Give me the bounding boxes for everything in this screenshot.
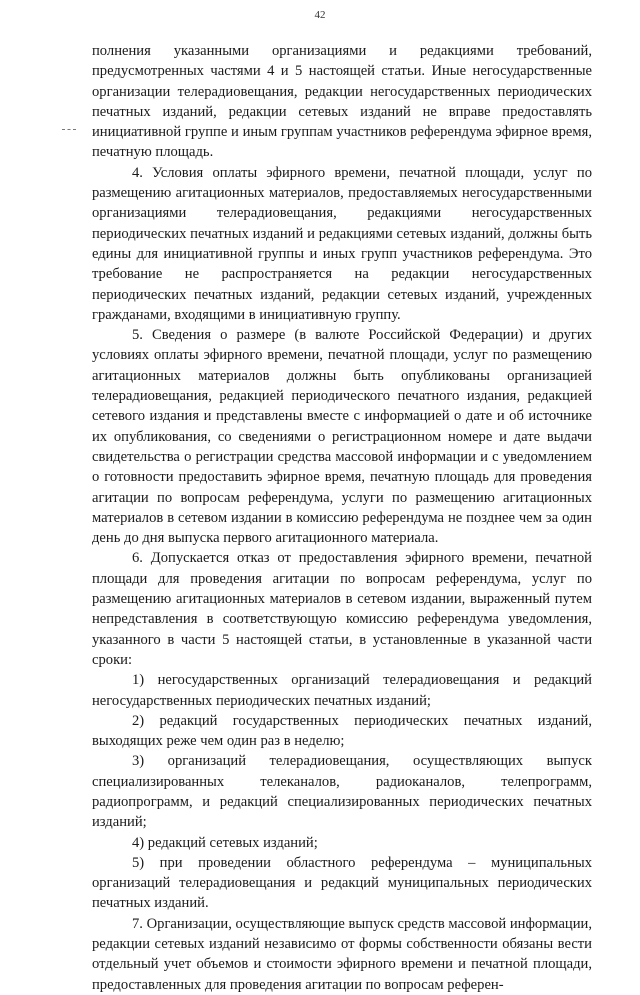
paragraph: 4) редакций сетевых изданий; <box>132 834 318 851</box>
paragraph: 5) при проведении областного референдума – муниципальных организаций телерадиовещания и редакций муниципальных периодических печатных изданий. <box>92 854 592 912</box>
paragraph: 6. Допускается отказ от предоставления эфирного времени, печатной площади для проведения агитации по вопросам референдума, услуг по размещению агитационных материалов в сетевом издании, выраженный путем непредставления в соответствующую комиссию референдума уведомления, указанного в части 5 настоящей статьи, в установленные в указанной части сроки: <box>92 550 592 668</box>
paragraph: 1) негосударственных организаций телерадиовещания и редакций негосударственных периодических печатных изданий; <box>92 672 592 709</box>
document-body <box>92 41 592 995</box>
paragraph: 2) редакций государственных периодических печатных изданий, выходящих реже чем один раз в неделю; <box>92 712 592 750</box>
page-number: 42 <box>314 9 326 21</box>
margin-mark <box>62 129 76 130</box>
paragraph: 3) организаций телерадиовещания, осуществляющих выпуск специализированных телеканалов, радиоканалов, телепрограмм, радиопрограмм, и редакций специализированных периодических печатных изданий; <box>92 753 592 831</box>
paragraph: 4. Условия оплаты эфирного времени, печатной площади, услуг по размещению агитационных материалов, предоставляемых негосударственными организациями телерадиовещания, редакциями негосударственных периодических печатных изданий и редакциями сетевых изданий, должны быть едины для инициативной группы и иных групп участников референдума. Это требование не распространяется на редакции негосударственных периодических печатных изданий, редакции сетевых изданий, учрежденных гражданами, входящими в инициативную группу. <box>92 164 592 323</box>
paragraph: 5. Сведения о размере (в валюте Российской Федерации) и других условиях оплаты эфирного времени, печатной площади, услуг по размещению агитационных материалов должны быть опубликованы организацией телерадиовещания, редакцией периодического печатного издания, редакцией сетевого издания и представлены вместе с информацией о дате и об источнике их опубликования, со сведениями о регистрационном номере и дате выдачи свидетельства о регистрации средства массовой информации и с уведомлением о готовности предоставить эфирное время, печатную площадь для проведения агитации по вопросам референдума, услуги по размещению агитационных материалов в сетевом издании в комиссию референдума не позднее чем за один день до дня выпуска первого агитационного материала. <box>92 327 592 547</box>
paragraph: полнения указанными организациями и редакциями требований, предусмотренных частями 4 и 5 настоящей статьи. Иные негосударственные организации телерадиовещания, редакции негосударственных периодических печатных изданий, редакции сетевых изданий не вправе предоставлять инициативной группе и иным группам участников референдума эфирное время, печатную площадь. <box>92 43 592 161</box>
paragraph: 7. Организации, осуществляющие выпуск средств массовой информации, редакции сетевых изданий независимо от формы собственности обязаны вести отдельный учет объемов и стоимости эфирного времени и печатной площади, предоставленных для проведения агитации по вопросам референ- <box>92 915 592 993</box>
